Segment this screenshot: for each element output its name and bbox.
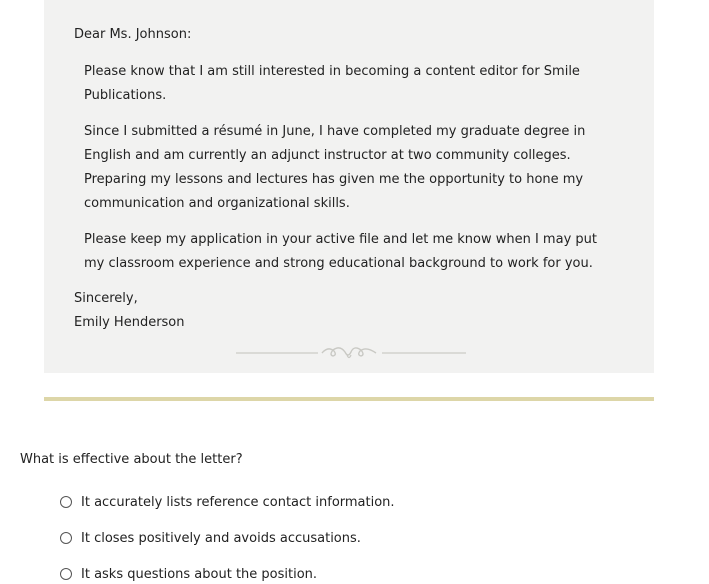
question-text: What is effective about the letter? (20, 452, 243, 467)
letter-paragraph-1: Please know that I am still interested in becoming a content editor for Smile Publications. (84, 64, 580, 103)
top-flourish-ornament (334, 0, 364, 2)
answer-option-2[interactable] (60, 530, 361, 546)
answer-option-1[interactable] (60, 494, 395, 510)
answer-option-1-label: It accurately lists reference contact information. (81, 494, 395, 510)
letter-salutation: Dear Ms. Johnson: (74, 27, 192, 42)
section-divider (44, 397, 654, 401)
letter-closing: Sincerely, (74, 291, 138, 306)
radio-button-1[interactable] (60, 496, 72, 508)
answer-option-3[interactable] (60, 566, 317, 582)
answer-option-2-label: It closes positively and avoids accusations. (81, 530, 361, 546)
radio-button-2[interactable] (60, 532, 72, 544)
letter-paragraph-2: Since I submitted a résumé in June, I have completed my graduate degree in English and am currently an adjunct instructor at two community colleges. Preparing my lessons and lectures has given me the opportunity to hone my communication and organizational skills. (84, 124, 586, 211)
letter-signature: Emily Henderson (74, 315, 185, 330)
radio-button-3[interactable] (60, 568, 72, 580)
bottom-flourish-ornament (236, 343, 466, 363)
letter-paragraph-3: Please keep my application in your active file and let me know when I may put my classroom experience and strong educational background to work for you. (84, 232, 597, 271)
answer-option-3-label: It asks questions about the position. (81, 566, 318, 582)
